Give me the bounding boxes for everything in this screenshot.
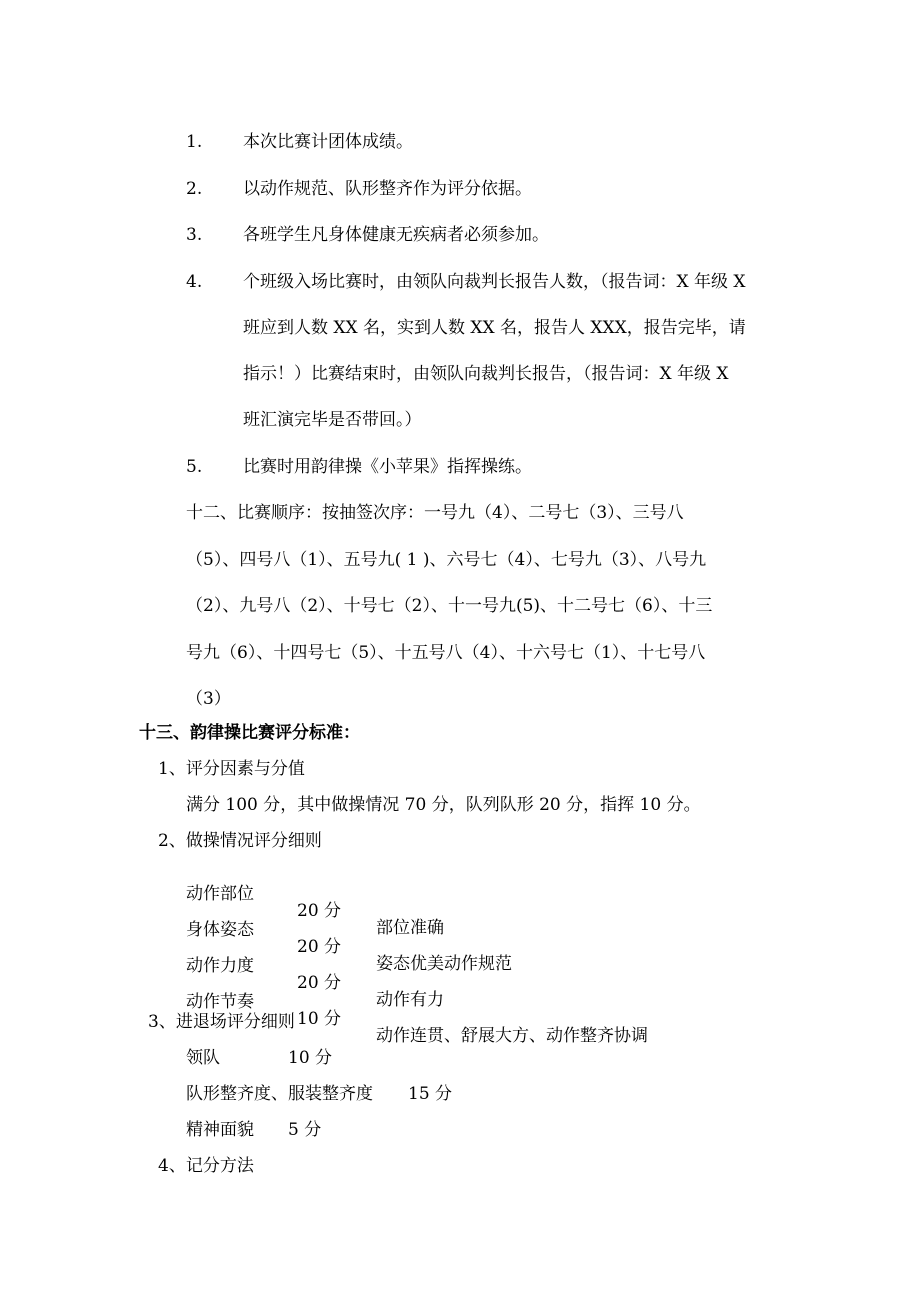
row-desc: 部位准确 — [376, 918, 444, 938]
row-score: 20 分 — [297, 973, 342, 993]
rule-text: 个班级入场比赛时，由领队向裁判长报告人数，（报告词：X 年级 X — [243, 272, 746, 292]
order-section-line: （3） — [186, 689, 231, 709]
rule-number: 4. — [186, 272, 203, 292]
rule-text: 以动作规范、队形整齐作为评分依据。 — [243, 179, 532, 199]
subsection-title: 4、记分方法 — [158, 1156, 254, 1176]
table-row — [0, 973, 920, 1062]
rule-text: 班应到人数 XX 名，实到人数 XX 名，报告人 XXX，报告完毕，请 — [243, 318, 746, 338]
row-score: 20 分 — [297, 937, 342, 957]
rule-text: 指示！）比赛结束时，由领队向裁判长报告，（报告词：X 年级 X — [243, 364, 729, 384]
row-item: 领队 — [186, 1048, 220, 1068]
rule-number: 5. — [186, 457, 203, 477]
row-item: 动作力度 — [186, 956, 254, 976]
row-score: 15 分 — [408, 1084, 453, 1104]
rule-text: 比赛时用韵律操《小苹果》指挥操练。 — [243, 457, 532, 477]
subsection-title: 2、做操情况评分细则 — [158, 831, 322, 851]
row-score: 5 分 — [288, 1120, 322, 1140]
row-item: 动作节奏 — [186, 992, 254, 1012]
row-item: 队形整齐度、服装整齐度 — [186, 1084, 373, 1104]
order-section-line: （5）、四号八（1）、五号九( 1 )、六号七（4）、七号九（3）、八号九 — [186, 550, 707, 570]
row-score: 20 分 — [297, 901, 342, 921]
order-section-line: 十二、比赛顺序：按抽签次序：一号九（4）、二号七（3）、三号八 — [186, 503, 684, 523]
rule-number: 3. — [186, 225, 203, 245]
rule-text: 本次比赛计团体成绩。 — [243, 132, 413, 152]
row-desc: 动作有力 — [376, 990, 444, 1010]
row-desc: 动作连贯、舒展大方、动作整齐协调 — [376, 1026, 648, 1046]
row-item: 身体姿态 — [186, 920, 254, 940]
row-score: 10 分 — [288, 1048, 333, 1068]
row-score: 10 分 — [297, 1009, 342, 1029]
rule-number: 2. — [186, 179, 203, 199]
subsection-title: 1、评分因素与分值 — [158, 759, 305, 779]
rule-text: 班汇演完毕是否带回。） — [243, 410, 422, 430]
rule-text: 各班学生凡身体健康无疾病者必须参加。 — [243, 225, 549, 245]
row-item: 动作部位 — [186, 884, 254, 904]
rule-number: 1. — [186, 132, 203, 152]
order-section-line: （2）、九号八（2）、十号七（2）、十一号九(5)、十二号七（6）、十三 — [186, 596, 713, 616]
subsection-text: 满分 100 分，其中做操情况 70 分，队列队形 20 分，指挥 10 分。 — [186, 795, 701, 815]
row-item: 精神面貌 — [186, 1120, 254, 1140]
subsection-title: 3、进退场评分细则 — [148, 1012, 295, 1032]
row-desc: 姿态优美动作规范 — [376, 954, 512, 974]
order-section-line: 号九（6）、十四号七（5）、十五号八（4）、十六号七（1）、十七号八 — [186, 643, 706, 663]
scoring-title: 十三、韵律操比赛评分标准： — [139, 723, 360, 743]
